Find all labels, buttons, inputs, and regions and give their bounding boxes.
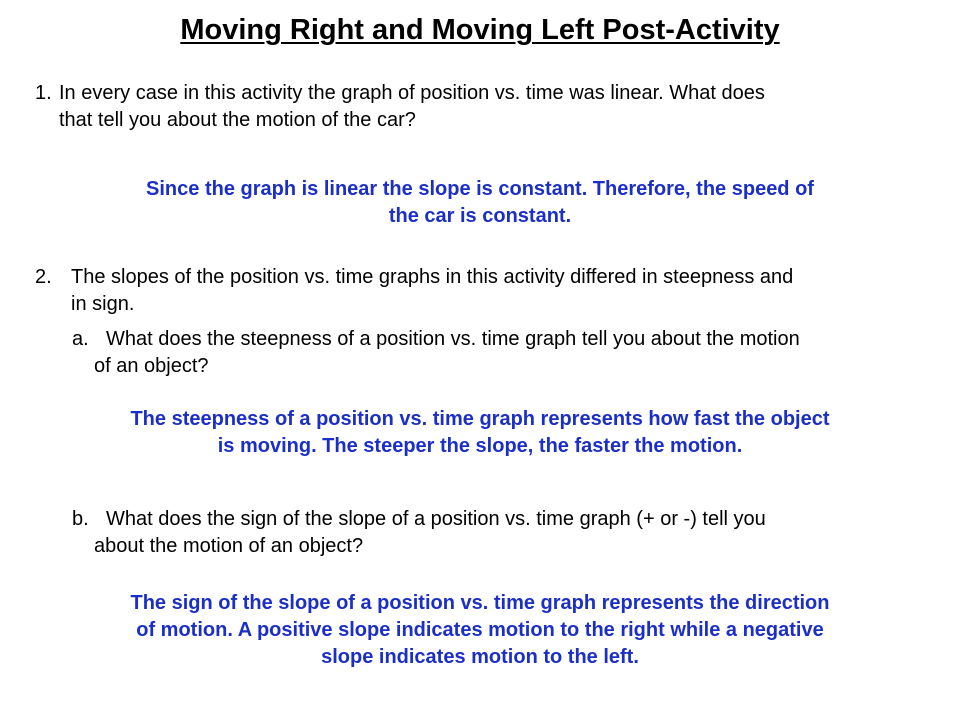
answer-2a-line-1: The steepness of a position vs. time graph represents how fast the object	[130, 408, 830, 430]
question-2b	[72, 506, 766, 560]
question-1-line-2: that tell you about the motion of the car?	[59, 109, 416, 131]
question-2-line-2: in sign.	[71, 293, 135, 315]
answer-2b-line-1: The sign of the slope of a position vs. time graph represents the direction	[130, 592, 830, 614]
answer-1	[0, 176, 960, 230]
question-2b-label: b.	[72, 508, 89, 530]
question-1-number: 1.	[35, 82, 52, 104]
answer-2a-line-2: is moving. The steeper the slope, the faster the motion.	[217, 435, 743, 457]
question-2-line-1: The slopes of the position vs. time graphs in this activity differed in steepness and	[71, 266, 794, 288]
question-1	[35, 80, 765, 134]
question-1-line-1: In every case in this activity the graph of position vs. time was linear. What does	[59, 82, 765, 104]
page-title: Moving Right and Moving Left Post-Activity	[180, 14, 780, 46]
answer-2b-line-2: of motion. A positive slope indicates motion to the right while a negative	[136, 619, 824, 641]
question-2	[35, 264, 793, 318]
question-2a-label: a.	[72, 328, 89, 350]
question-2a	[72, 326, 800, 380]
question-2a-line-1: What does the steepness of a position vs. time graph tell you about the motion	[106, 328, 800, 350]
question-2a-line-2: of an object?	[94, 355, 209, 377]
answer-1-line-1: Since the graph is linear the slope is constant. Therefore, the speed of	[146, 178, 814, 200]
answer-2a	[0, 406, 960, 460]
question-2b-line-1: What does the sign of the slope of a position vs. time graph (+ or -) tell you	[106, 508, 766, 530]
question-2b-line-2: about the motion of an object?	[94, 535, 364, 557]
question-2-number: 2.	[35, 266, 52, 288]
answer-2b-line-3: slope indicates motion to the left.	[321, 646, 639, 668]
answer-2b	[0, 590, 960, 671]
answer-1-line-2: the car is constant.	[388, 205, 572, 227]
